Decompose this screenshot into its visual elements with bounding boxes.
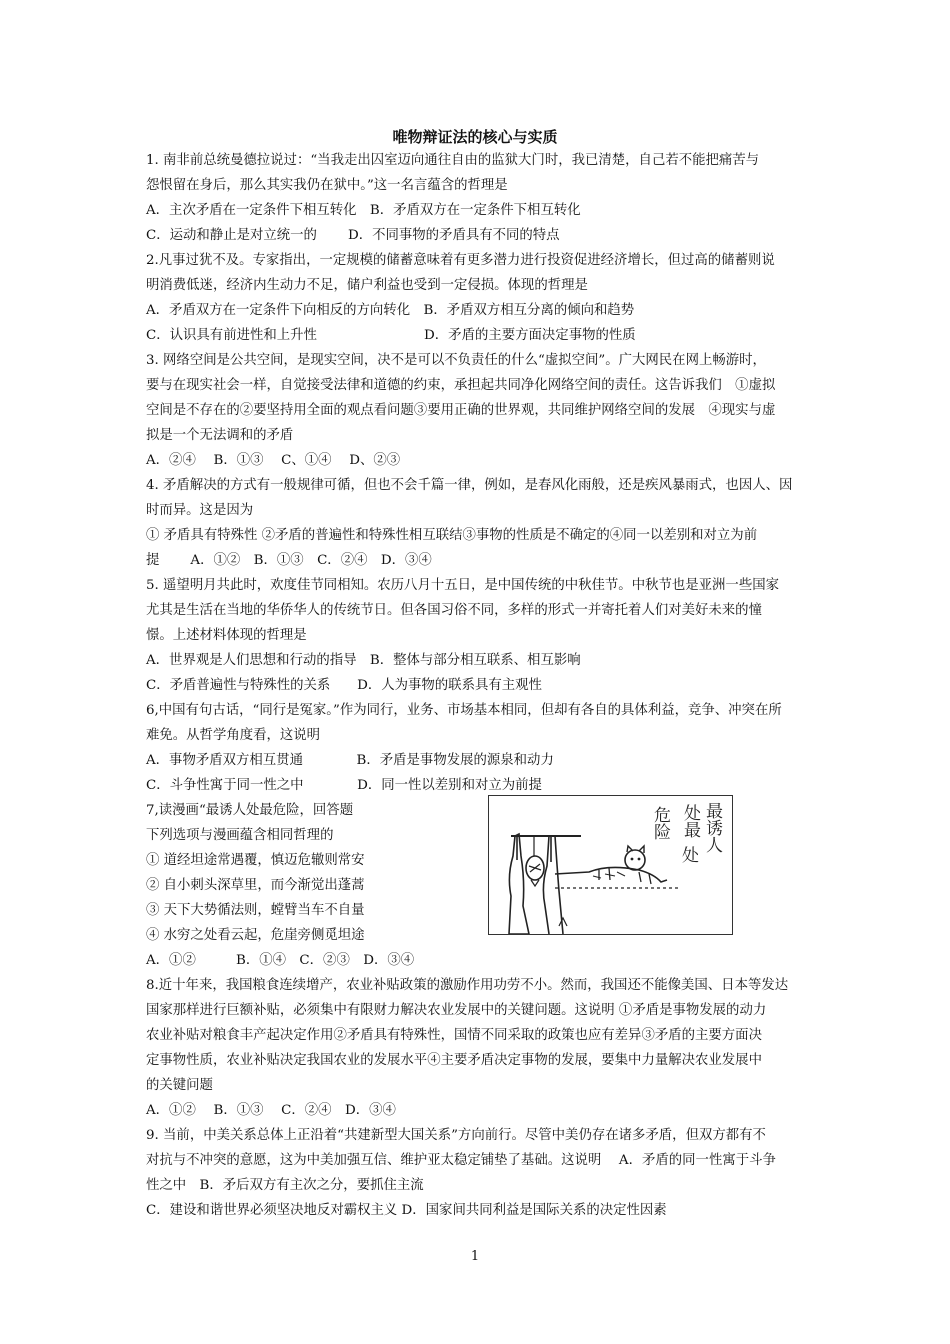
text-line: ② 自小刺头深草里，而今渐觉出蓬蒿 [146, 878, 365, 893]
text-line: 下列选项与漫画蕴含相同哲理的 [146, 828, 334, 843]
text-line: ④ 水穷之处看云起，危崖旁侧觅坦途 [146, 928, 365, 943]
text-line: 2.凡事过犹不及。专家指出，一定规模的储蓄意味着有更多潜力进行投资促进经济增长，但过高的储蓄则说 [146, 253, 775, 268]
text-line: 7,读漫画“最诱人处最危险，回答题 [146, 803, 354, 818]
cartoon-caption-col4: 处 [678, 846, 698, 863]
text-line: 1. 南非前总统曼德拉说过：“当我走出囚室迈向通往自由的监狱大门时，我已清楚，自己若不能把痛苦与 [146, 153, 760, 168]
text-line: 时而异。这是因为 [146, 503, 254, 518]
text-line: 憬。上述材料体现的哲理是 [146, 628, 307, 643]
text-line: 性之中 B．矛后双方有主次之分，要抓住主流 [146, 1178, 424, 1193]
text-line: 对抗与不冲突的意愿，这为中美加强互信、维护亚太稳定铺垫了基础。这说明 A．矛盾的同一性寓于斗争 [146, 1153, 776, 1168]
text-line: 拟是一个无法调和的矛盾 [146, 428, 294, 443]
cartoon-caption-col1: 最诱人 [702, 802, 722, 853]
text-line: A．事物矛盾双方相互贯通 B．矛盾是事物发展的源泉和动力 [146, 753, 554, 768]
text-line: A．①② B．①④ C．②③ D．③④ [146, 953, 415, 968]
text-line: C．运动和静止是对立统一的 D．不同事物的矛盾具有不同的特点 [146, 228, 560, 243]
text-line: 明消费低迷，经济内生动力不足，储户利益也受到一定侵损。体现的哲理是 [146, 278, 588, 293]
text-line: 国家那样进行巨额补贴，必须集中有限财力解决农业发展中的关键问题。这说明 ①矛盾是事物发展的动力 [146, 1003, 767, 1018]
text-line: 9. 当前，中美关系总体上正沿着“共建新型大国关系”方向前行。尽管中美仍存在诸多矛盾，但双方都有不 [146, 1128, 766, 1143]
text-line: C．斗争性寓于同一性之中 D．同一性以差别和对立为前提 [146, 778, 542, 793]
text-line: 5. 遥望明月共此时，欢度佳节同相知。农历八月十五日，是中国传统的中秋佳节。中秋节也是亚洲一些国家 [146, 578, 779, 593]
cartoon-caption-col2: 处最 [680, 804, 700, 838]
text-line: 农业补贴对粮食丰产起决定作用②矛盾具有特殊性，国情不同采取的政策也应有差异③矛盾的主要方面决 [146, 1028, 762, 1043]
text-line: A．矛盾双方在一定条件下向相反的方向转化 B．矛盾双方相互分离的倾向和趋势 [146, 303, 635, 318]
text-line: ③ 天下大势循法则，螳臂当车不自量 [146, 903, 365, 918]
text-line: 提 A．①② B．①③ C．②④ D．③④ [146, 553, 432, 568]
text-line: 6,中国有句古话，“同行是冤家。”作为同行，业务、市场基本相同，但却有各自的具体利益，竞争、冲突在所 [146, 703, 782, 718]
page-title: 唯物辩证法的核心与实质 [392, 128, 558, 146]
text-line: 怨恨留在身后，那么其实我仍在狱中。”这一名言蕴含的哲理是 [146, 178, 508, 193]
page-number: 1 [470, 1249, 480, 1264]
text-line: C．建设和谐世界必须坚决地反对霸权主义 D．国家间共同利益是国际关系的决定性因素 [146, 1203, 667, 1218]
text-line: C．矛盾普遍性与特殊性的关系 D．人为事物的联系具有主观性 [146, 678, 542, 693]
text-line: A．①② B．①③ C．②④ D．③④ [146, 1103, 396, 1118]
text-line: A．②④ B．①③ C、①④ D、②③ [146, 453, 401, 468]
text-line: 难免。从哲学角度看，这说明 [146, 728, 321, 743]
text-line: 尤其是生活在当地的华侨华人的传统节日。但各国习俗不同，多样的形式一并寄托着人们对美好未来的憧 [146, 603, 762, 618]
cartoon-illustration [488, 795, 733, 935]
text-line: 8.近十年来，我国粮食连续增产，农业补贴政策的激励作用功劳不小。然而，我国还不能像美国、日本等发达 [146, 978, 789, 993]
text-line: C．认识具有前进性和上升性 D．矛盾的主要方面决定事物的性质 [146, 328, 636, 343]
text-line: 要与在现实社会一样，自觉接受法律和道德的约束，承担起共同净化网络空间的责任。这告诉我们 ①虚拟 [146, 378, 776, 393]
text-line: ① 道经坦途常遇覆，慎迈危辙则常安 [146, 853, 365, 868]
cartoon-caption-col3: 危险 [650, 806, 670, 840]
text-line: A．主次矛盾在一定条件下相互转化 B．矛盾双方在一定条件下相互转化 [146, 203, 581, 218]
text-line: 的关键问题 [146, 1078, 213, 1093]
text-line: ① 矛盾具有特殊性 ②矛盾的普遍性和特殊性相互联结③事物的性质是不确定的④同一以差别和对立为前 [146, 528, 758, 543]
text-line: 4. 矛盾解决的方式有一般规律可循，但也不会千篇一律，例如，是春风化雨般，还是疾风暴雨式，也因人、因 [146, 478, 793, 493]
text-line: 定事物性质，农业补贴决定我国农业的发展水平④主要矛盾决定事物的发展，要集中力量解决农业发展中 [146, 1053, 762, 1068]
text-line: 3. 网络空间是公共空间，是现实空间，决不是可以不负责任的什么“虚拟空间”。广大网民在网上畅游时， [146, 353, 766, 368]
text-line: A．世界观是人们思想和行动的指导 B．整体与部分相互联系、相互影响 [146, 653, 581, 668]
text-line: 空间是不存在的②要坚持用全面的观点看问题③要用正确的世界观，共同维护网络空间的发展 ④现实与虚 [146, 403, 776, 418]
